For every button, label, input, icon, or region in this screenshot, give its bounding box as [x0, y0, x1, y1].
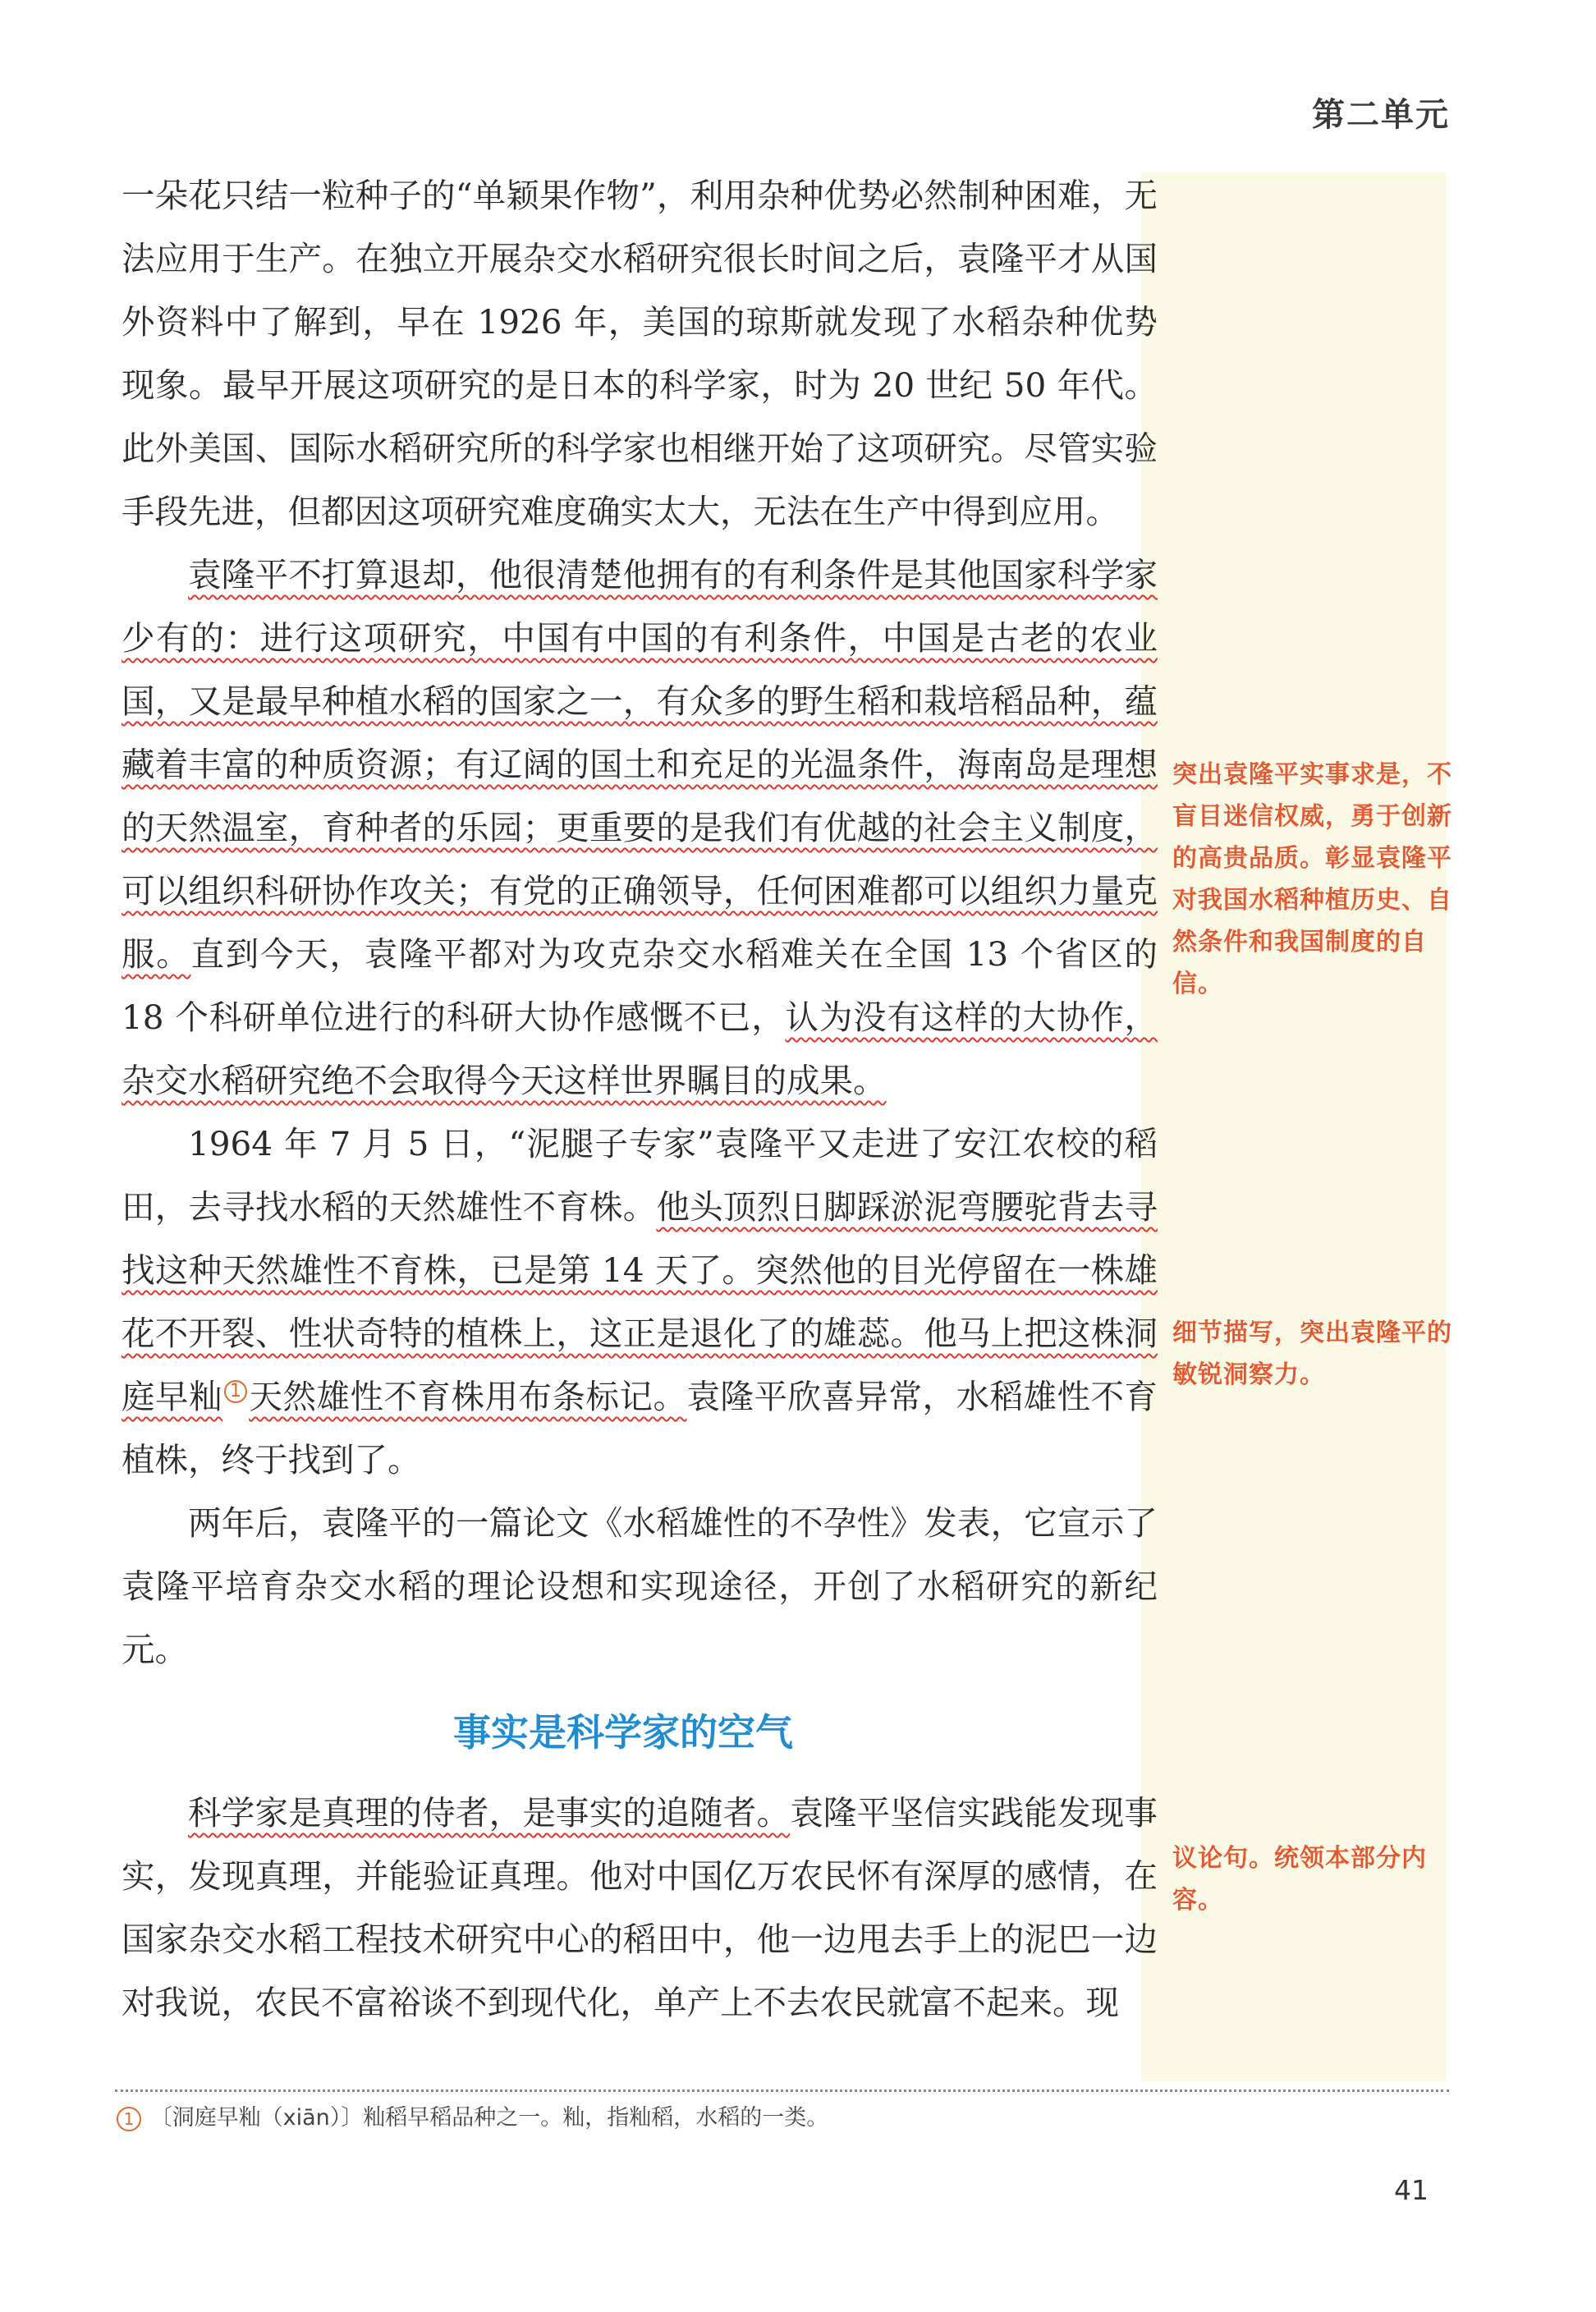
paragraph-text: 袁隆平欣喜异常，水稻雄性不育植株，终于找到了。	[122, 1377, 1158, 1479]
paragraph-1: 一朵花只结一粒种子的“单颖果作物”，利用杂种优势必然制种困难，无法应用于生产。在独立开展杂交水稻研究很长时间之后，袁隆平才从国外资料中了解到，早在 1926 年，美国的琼斯就发现了水稻杂种优势现象。最早开展这项研究的是日本的科学家，时为 20 世纪 50 年代。此外美国、国际水稻研究所的科学家也相继开始了这项研究。尽管实验手段先进，但都因这项研究难度确实太大，无法在生产中得到应用。	[122, 176, 1158, 531]
footnote-number: 1	[117, 2107, 141, 2131]
annotation-margin	[1141, 172, 1447, 2081]
paragraph-2	[122, 544, 1158, 1112]
footnote-marker[interactable]: 1	[224, 1380, 247, 1403]
page-number: 41	[1394, 2174, 1429, 2206]
underlined-passage: 科学家是真理的侍者，是事实的追随者。	[188, 1793, 791, 1833]
paragraph-5	[122, 1782, 1158, 2034]
footnote	[115, 2102, 1429, 2135]
underlined-passage: 天然雄性不育株用布条标记。	[249, 1377, 687, 1416]
paragraph-text: 直到今天，袁隆平都对为攻克杂交水稻难关在全国 13 个省区的 18 个科研单位进行的科研大协作感慨不已，	[122, 934, 1158, 1037]
underlined-passage: 认为没有这样的大协作，杂交水稻研究绝不会取得今天这样世界瞩目的成果。	[122, 998, 1158, 1100]
underlined-passage: 他头顶烈日脚踩淤泥弯腰驼背去寻找这种天然雄性不育株，已是第 14 天了。突然他的目光停留在一株雄花不开裂、性状奇特的植株上，这正是退化了的雄蕊。他马上把这株洞庭早籼	[122, 1187, 1158, 1416]
unit-title: 第二单元	[1312, 96, 1450, 134]
paragraph-text: 袁隆平坚信实践能发现事实，发现真理，并能验证真理。他对中国亿万农民怀有深厚的感情，在国家杂交水稻工程技术研究中心的稻田中，他一边甩去手上的泥巴一边对我说，农民不富裕谈不到现代化，单产上不去农民就富不起来。现	[122, 1793, 1158, 2022]
footnote-divider	[115, 2090, 1449, 2092]
paragraph-text: 1964 年 7 月 5 日，“泥腿子专家”袁隆平又走进了安江农校的稻田，去寻找水稻的天然雄性不育株。	[122, 1124, 1158, 1227]
margin-note-3: 议论句。统领本部分内容。	[1172, 1844, 1427, 1915]
paragraph-3	[122, 1112, 1158, 1492]
paragraph-4: 两年后，袁隆平的一篇论文《水稻雄性的不孕性》发表，它宣示了袁隆平培育杂交水稻的理论设想和实现途径，开创了水稻研究的新纪元。	[122, 1503, 1158, 1669]
margin-note-1: 突出袁隆平实事求是，不盲目迷信权威，勇于创新的高贵品质。彰显袁隆平对我国水稻种植历史、自然条件和我国制度的自信。	[1172, 760, 1452, 998]
margin-note-2: 细节描写，突出袁隆平的敏锐洞察力。	[1172, 1319, 1452, 1389]
main-text	[122, 164, 1158, 2034]
footnote-text: 〔洞庭早籼（xiān）〕籼稻早稻品种之一。籼，指籼稻，水稻的一类。	[149, 2105, 829, 2131]
section-title: 事实是科学家的空气	[453, 1710, 793, 1755]
underlined-passage: 袁隆平不打算退却，他很清楚他拥有的有利条件是其他国家科学家少有的：进行这项研究，中国有中国的有利条件，中国是古老的农业国，又是最早种植水稻的国家之一，有众多的野生稻和栽培稻品种，蕴藏着丰富的种质资源；有辽阔的国土和充足的光温条件，海南岛是理想的天然温室，育种者的乐园；更重要的是我们有优越的社会主义制度，可以组织科研协作攻关；有党的正确领导，任何困难都可以组织力量克服。	[122, 555, 1158, 974]
